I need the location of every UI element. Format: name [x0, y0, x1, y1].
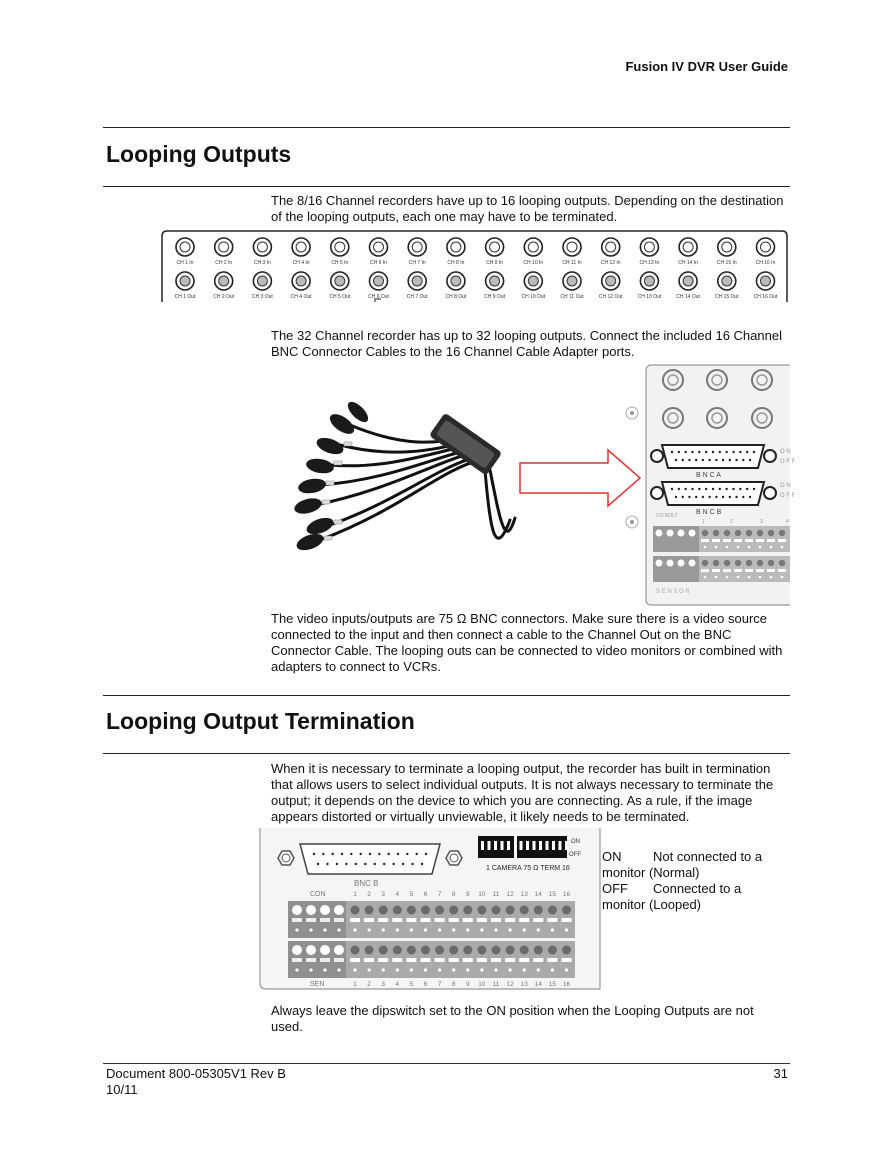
svg-text:B N C A: B N C A [696, 472, 721, 479]
divider [103, 753, 790, 754]
svg-text:S E N S O R: S E N S O R [656, 589, 690, 595]
channel-in-label: CH 1 In [176, 260, 194, 266]
svg-text:CO BOLT: CO BOLT [656, 513, 678, 519]
terminal-number: 1 [353, 981, 357, 988]
terminal-number: 12 [506, 981, 514, 988]
terminal-number: 4 [395, 981, 400, 988]
svg-text:O F F: O F F [780, 493, 796, 499]
legend-state: ON [602, 849, 622, 864]
terminal-number: 16 [562, 981, 571, 988]
legend-state: OFF [602, 881, 628, 896]
divider [103, 695, 790, 696]
channel-in-label: CH 15 In [716, 260, 737, 266]
channel-out-label: CH 8 Out [445, 294, 467, 300]
svg-text:1: 1 [702, 519, 705, 525]
channel-in-label: CH 16 In [755, 260, 776, 266]
terminal-number: 12 [506, 891, 514, 898]
channel-in-label: CH 8 In [447, 260, 465, 266]
channel-in-label: CH 11 In [562, 260, 582, 266]
divider [103, 127, 790, 128]
svg-text:O N: O N [780, 449, 791, 455]
terminal-number: 14 [534, 981, 542, 988]
terminal-number: 2 [367, 981, 371, 988]
channel-out-label: CH 11 Out [560, 294, 584, 300]
channel-out-label: CH 9 Out [484, 294, 506, 300]
channel-out-label: CH 7 Out [406, 294, 428, 300]
svg-text:B N C B: B N C B [696, 509, 722, 516]
channel-out-label: CH 6 Out [368, 294, 389, 300]
legend-desc-cont: monitor (Looped) [602, 897, 701, 912]
channel-out-label: CH 15 Out [714, 294, 739, 300]
section-heading-looping-output-termination: Looping Output Termination [106, 708, 415, 734]
terminal-number: 7 [437, 891, 442, 898]
channel-out-label: CH 2 Out [213, 294, 235, 300]
terminal-number: 8 [451, 891, 456, 898]
arrow-icon [520, 450, 640, 506]
channel-in-label: CH 12 In [600, 260, 621, 266]
channel-out-label: CH 13 Out [637, 294, 662, 300]
channel-out-label: CH 4 Out [290, 294, 312, 300]
channel-in-label: CH 6 In [370, 260, 387, 266]
channel-out-label: CH 1 Out [174, 294, 196, 300]
terminal-number: 11 [492, 891, 500, 898]
svg-text:O N: O N [780, 483, 791, 489]
channel-in-label: CH 3 In [253, 260, 271, 266]
footer-doc-number: Document 800-05305V1 Rev B [106, 1066, 286, 1081]
svg-text:4: 4 [786, 519, 789, 525]
channel-out-label: CH 12 Out [598, 294, 623, 300]
footer-date: 10/11 [106, 1082, 138, 1097]
footer-divider [103, 1063, 790, 1064]
channel-in-label: CH 5 In [331, 260, 349, 266]
terminal-number: 8 [451, 981, 456, 988]
terminal-number: 6 [423, 891, 428, 898]
channel-in-label: CH 10 In [523, 260, 544, 266]
terminal-number: 14 [534, 891, 542, 898]
divider [103, 186, 790, 187]
svg-text:CON: CON [310, 891, 326, 898]
channel-in-label: CH 13 In [639, 260, 660, 266]
terminal-number: 2 [367, 891, 371, 898]
svg-text:BNC B: BNC B [354, 879, 379, 888]
svg-text:O F F: O F F [780, 459, 796, 465]
running-header: Fusion IV DVR User Guide [625, 59, 788, 74]
terminal-number: 13 [520, 981, 528, 988]
paragraph-bnc-connectors: The video inputs/outputs are 75 Ω BNC connectors. Make sure there is a video source connected to the input and then connect a cable to the Channel Out on the BNC Connector Cable. The looping outs can be connected to video monitors or combined with adapters to connect to VCRs. [271, 611, 783, 674]
paragraph-dipswitch-note: Always leave the dipswitch set to the ON position when the Looping Outputs are not used. [271, 1003, 754, 1034]
terminal-number: 16 [562, 891, 571, 898]
terminal-number: 5 [409, 981, 414, 988]
svg-text:OFF: OFF [569, 852, 581, 858]
section-heading-looping-outputs: Looping Outputs [106, 141, 292, 167]
paragraph-32-channel: The 32 Channel recorder has up to 32 looping outputs. Connect the included 16 Channel BNC Connector Cables to the 16 Channel Cable Adapter ports. [271, 328, 782, 359]
bnc-connector-strip-figure [160, 230, 790, 304]
channel-in-label: CH 4 In [292, 260, 310, 266]
paragraph-looping-intro: The 8/16 Channel recorders have up to 16 looping outputs. Depending on the destination of the looping outputs, each one may have to be terminated. [271, 193, 784, 224]
terminal-number: 15 [548, 891, 557, 898]
terminal-number: 9 [465, 891, 470, 898]
legend-desc: Connected to a [653, 881, 742, 896]
terminal-number: 3 [381, 891, 386, 898]
svg-text:3: 3 [760, 519, 763, 525]
terminal-number: 3 [381, 981, 386, 988]
terminal-number: 9 [465, 981, 470, 988]
bnc-cable-adapter-figure [290, 360, 796, 605]
terminal-number: 11 [492, 981, 500, 988]
termination-panel-figure [258, 828, 603, 993]
channel-in-label: CH 2 In [215, 260, 233, 266]
terminal-number: 4 [395, 891, 400, 898]
dipswitch-legend [602, 849, 762, 913]
terminal-number: 7 [437, 981, 442, 988]
channel-in-label: CH 14 In [678, 260, 698, 266]
channel-out-label: CH 3 Out [251, 294, 273, 300]
channel-in-label: CH 7 In [408, 260, 426, 266]
terminal-number: 13 [520, 891, 528, 898]
channel-out-label: CH 5 Out [329, 294, 351, 300]
terminal-number: 5 [409, 891, 414, 898]
footer-page-number: 31 [773, 1066, 788, 1081]
terminal-number: 10 [478, 981, 486, 988]
channel-in-label: CH 9 In [486, 260, 504, 266]
legend-desc: Not connected to a [653, 849, 763, 864]
channel-out-label: CH 14 Out [676, 294, 700, 300]
legend-desc-cont: monitor (Normal) [602, 865, 700, 880]
svg-text:SEN: SEN [310, 981, 325, 988]
rear-panel-image [626, 365, 796, 605]
svg-text:1 CAMERA 75 Ω TERM 16: 1 CAMERA 75 Ω TERM 16 [486, 865, 570, 872]
terminal-number: 15 [548, 981, 557, 988]
paragraph-termination: When it is necessary to terminate a looping output, the recorder has built in termination that allows users to select individual outputs. It is not always necessary to terminate the output; it depends on the device to which you are connecting. As a rule, if the image appears distorted or virtually unviewable, it likely needs to be terminated. [271, 761, 774, 824]
svg-text:ON: ON [571, 839, 580, 845]
channel-out-label: CH 16 Out [753, 294, 778, 300]
terminal-number: 6 [423, 981, 428, 988]
channel-out-label: CH 10 Out [521, 294, 546, 300]
terminal-number: 10 [478, 891, 486, 898]
terminal-number: 1 [353, 891, 357, 898]
svg-text:2: 2 [730, 519, 733, 525]
